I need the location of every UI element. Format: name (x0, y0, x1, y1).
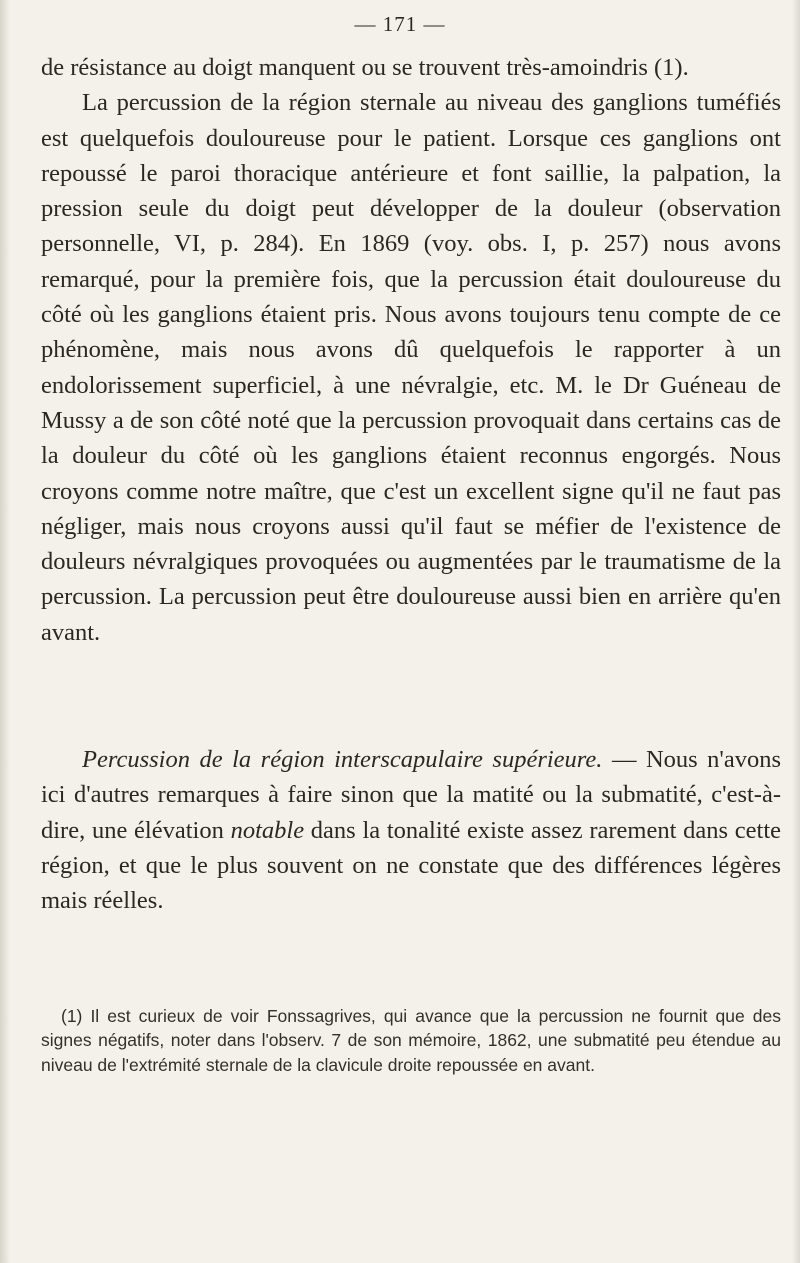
page-edge-left (0, 0, 10, 1263)
paragraph-continued: de résistance au doigt manquent ou se trouvent très-amoindris (1). (41, 54, 689, 81)
section-text-b: dans la tonalité existe assez rarement dans cette région, et que le plus souvent on ne constate que des différences légères mais réelles. (41, 816, 781, 915)
section-text-a: — Nous n'avons ici d'autres remarques à faire sinon que la matité ou la submatité, c'est-à-dire, une élévation (41, 746, 781, 844)
page-number: — 171 — (354, 12, 446, 36)
section-paragraph (41, 742, 781, 918)
main-text (41, 50, 781, 650)
paragraph-percussion: La percussion de la région sternale au niveau des ganglions tuméfiés est quelquefois douloureuse pour le patient. Lorsque ces ganglions ont repoussé le paroi thoracique antérieure et font saillie, la palpation, la pression seule du doigt peut développer de la douleur (observation personnelle, VI, p. 284). En 1869 (voy. obs. I, p. 257) nous avons remarqué, pour la première fois, que la percussion était douloureuse du côté où les ganglions étaient pris. Nous avons toujours tenu compte de ce phénomène, mais nous avons dû quelquefois le rapporter à un endolorissement superficiel, à une névralgie, etc. M. le Dr Guéneau de Mussy a de son côté noté que la percussion provoquait dans certains cas de la douleur du côté où les ganglions étaient reconnus engorgés. Nous croyons comme notre maître, que c'est un excellent signe qu'il ne faut pas négliger, mais nous croyons aussi qu'il faut se méfier de l'existence de douleurs névralgiques provoquées ou augmentées par le traumatisme de la percussion. La percussion peut être douloureuse aussi bien en arrière qu'en avant. (41, 89, 781, 646)
section-heading: Percussion de la région interscapulaire supérieure. (82, 746, 603, 773)
section-text-emphasis: notable (230, 816, 305, 844)
section-interscapulaire (41, 742, 781, 918)
footnote (41, 1004, 781, 1077)
page-edge-right (792, 0, 800, 1263)
footnote-text: (1) Il est curieux de voir Fonssagrives, qui avance que la percussion ne fournit que des signes négatifs, noter dans l'observ. 7 de son mémoire, 1862, une submatité peu étendue au niveau de l'extrémité sternale de la clavicule droite repoussée en avant. (41, 1006, 781, 1075)
